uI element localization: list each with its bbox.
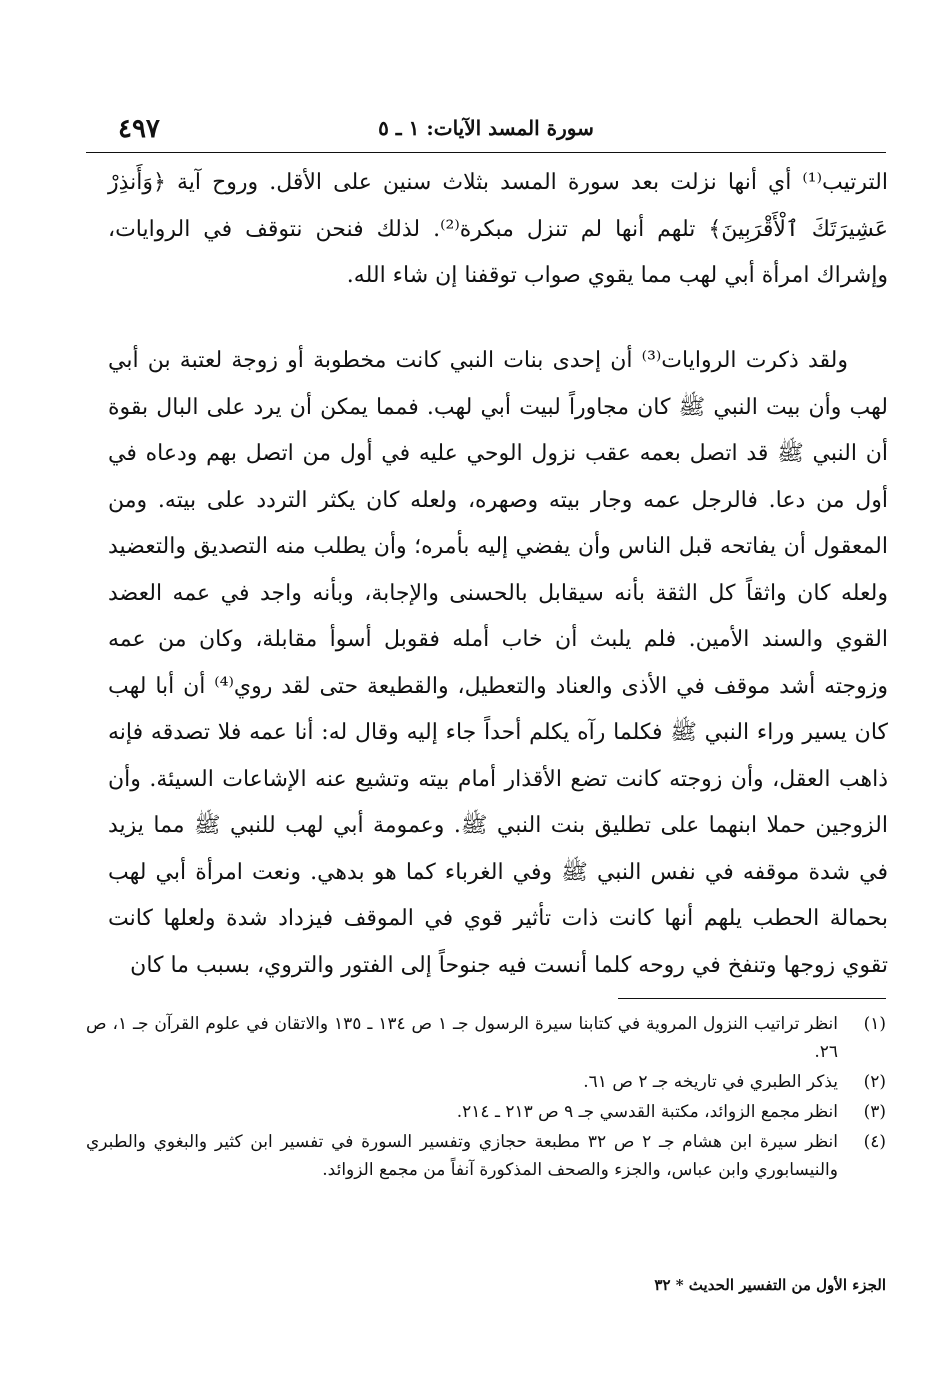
footnote-text: انظر تراتيب النزول المروية في كتابنا سيرة الرسول جـ ١ ص ١٣٤ ـ ١٣٥ والاتقان في علوم القرآن جـ ١، ص ٢٦. bbox=[86, 1014, 838, 1062]
footnote-number: (٣) bbox=[863, 1102, 886, 1122]
volume-signature: الجزء الأول من التفسير الحديث * ٣٢ bbox=[654, 1276, 886, 1294]
footnote-text: انظر مجمع الزوائد، مكتبة القدسي جـ ٩ ص ٢١٣ ـ ٢١٤. bbox=[456, 1102, 838, 1122]
footnote-4 bbox=[86, 1128, 886, 1184]
footnote-separator bbox=[618, 998, 886, 999]
footnote-number: (٢) bbox=[863, 1072, 886, 1092]
running-title: سورة المسد الآيات: ١ ـ ٥ bbox=[378, 116, 594, 140]
footnote-text: انظر سيرة ابن هشام جـ ٢ ص ٣٢ مطبعة حجازي وتفسير السورة في تفسير ابن كثير والبغوي والطبري والنيسابوري وابن عباس، والجزء والصحف المذكورة آنفاً من مجمع الزوائد. bbox=[86, 1132, 838, 1180]
page-number: ٤٩٧ bbox=[118, 114, 160, 144]
footnote-text: يذكر الطبري في تاريخه جـ ٢ ص ٦١. bbox=[583, 1072, 838, 1092]
footnotes bbox=[86, 1010, 886, 1186]
page-header bbox=[86, 106, 886, 153]
footnote-number: (٤) bbox=[863, 1132, 886, 1152]
paragraph-2: ولقد ذكرت الروايات⁽³⁾ أن إحدى بنات النبي كانت مخطوبة أو زوجة لعتبة بن أبي لهب وأن بيت النبي ﷺ كان مجاوراً لبيت أبي لهب. فمما يمكن أن يرد على البال بقوة أن النبي ﷺ قد اتصل بعمه عقب نزول الوحي عليه في أول من اتصل بهم ودعاه في أول من دعا. فالرجل عمه وجار بيته وصهره، ولعله كان يكثر التردد على بيته. ومن المعقول أن يفاتحه قبل الناس وأن يفضي إليه بأمره؛ وأن يطلب منه التصديق والتعضيد ولعله كان واثقاً كل الثقة بأنه سيقابل بالحسنى والإجابة، وبأنه واجد في عمه العضد القوي والسند الأمين. فلم يلبث أن خاب أمله فقوبل أسوأ مقابلة، وكان من عمه وزوجته أشد موقف في الأذى والعناد والتعطيل، والقطيعة حتى لقد روي⁽⁴⁾ أن أبا لهب كان يسير وراء النبي ﷺ فكلما رآه يكلم أحداً جاء إليه وقال له: أنا عمه فلا تصدقه فإنه ذاهب العقل، وأن زوجته كانت تضع الأقذار أمام بيته وتشيع عنه الإشاعات السيئة. وأن الزوجين حملا ابنهما على تطليق بنت النبي ﷺ. وعمومة أبي لهب للنبي ﷺ مما يزيد في شدة موقفه في نفس النبي ﷺ وفي الغرباء كما هو بدهي. ونعت امرأة أبي لهب بحمالة الحطب يلهم أنها كانت ذات تأثير قوي في الموقف فيزداد شدة ولعلها كانت تقوي زوجها وتنفخ في روحه كلما أنست فيه جنوحاً إلى الفتور والتروي، بسبب ما كان bbox=[108, 348, 888, 978]
footnote-number: (١) bbox=[863, 1014, 886, 1034]
paragraph-1: الترتيب⁽¹⁾ أي أنها نزلت بعد سورة المسد بثلاث سنين على الأقل. وروح آية ﴿وَأَنذِرْ عَشِيرَتَكَ ٱلْأَقْرَبِينَ﴾ تلهم أنها لم تنزل مبكرة⁽²⁾. لذلك فنحن نتوقف في الروايات، وإشراك امرأة أبي لهب مما يقوي صواب توقفنا إن شاء الله. bbox=[108, 170, 888, 288]
footnote-2 bbox=[86, 1068, 886, 1096]
footnote-3 bbox=[86, 1098, 886, 1126]
footnote-1 bbox=[86, 1010, 886, 1066]
